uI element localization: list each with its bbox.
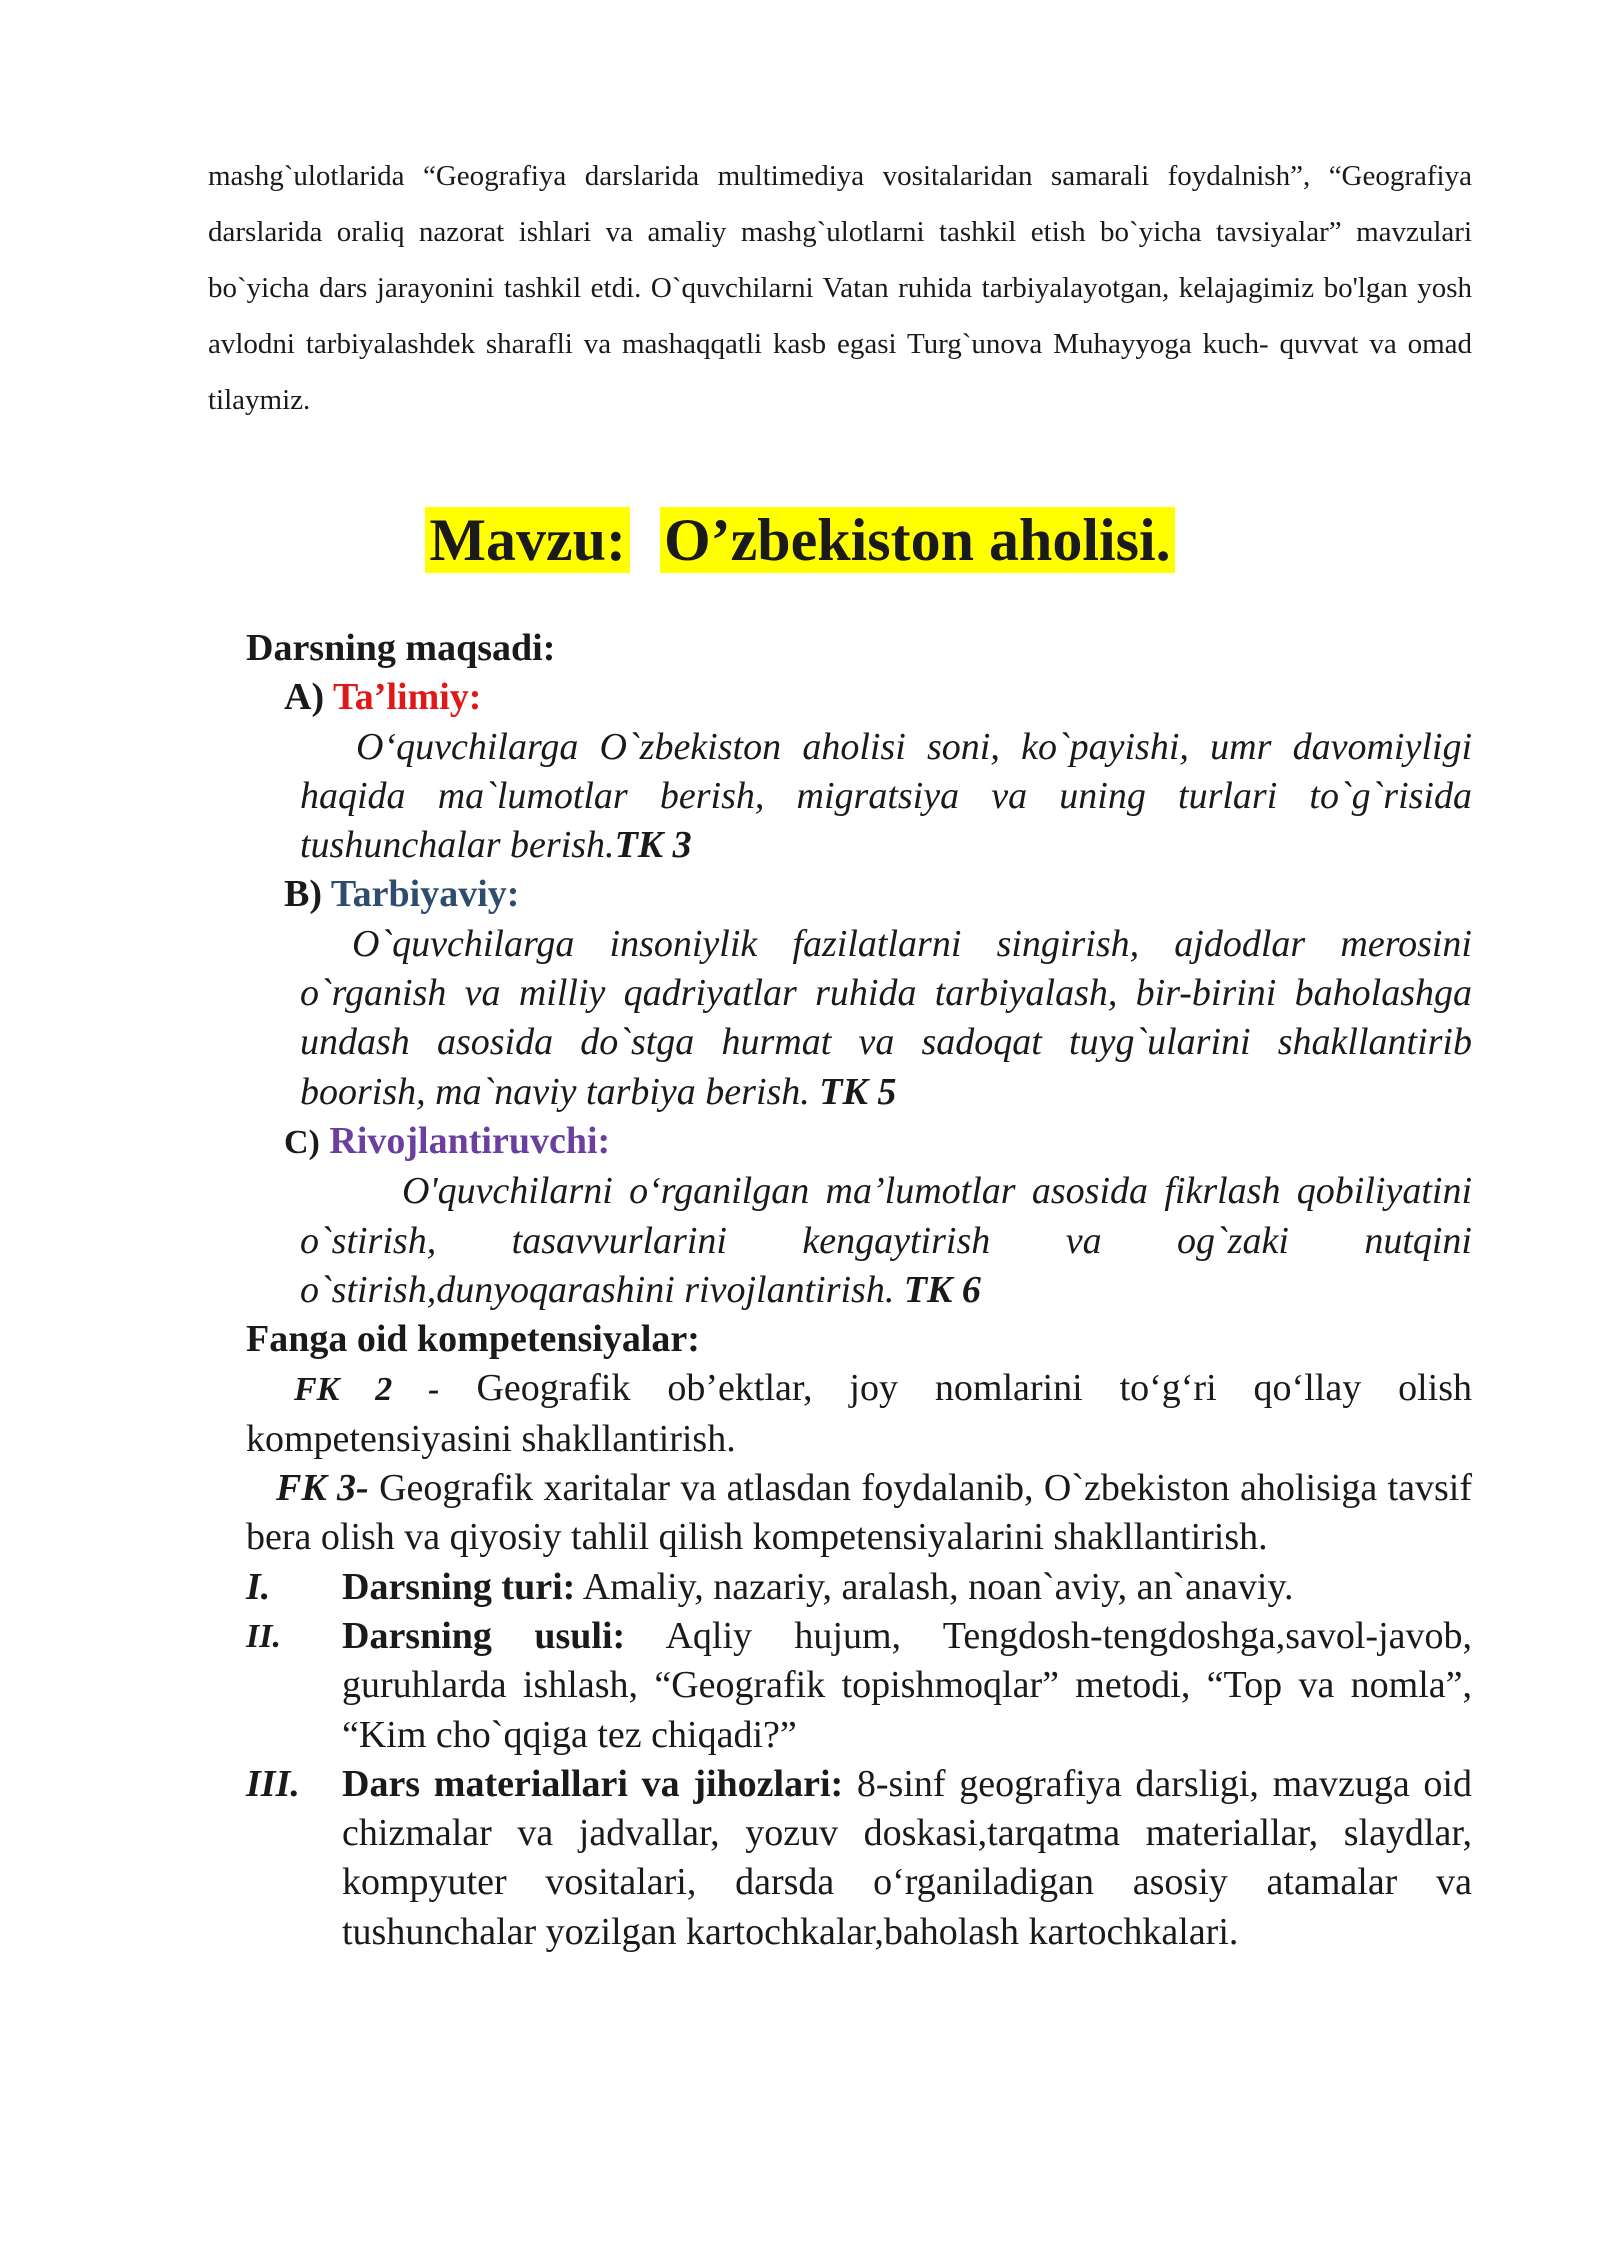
lesson-plan [246,624,1472,1957]
list-item [246,1563,1472,1612]
competency-fk2 [246,1364,1472,1464]
goal-c-text: O'quvchilarni o‘rganilgan ma’lumotlar asosida fikrlash qobiliyatini o`stirish, tasavvurlarini kengaytirish va og`zaki nutqini o`stirish,dunyoqarashini rivojlantirish. [300,1170,1472,1311]
intro-text [208,148,1472,428]
goal-a-code: TK 3 [614,824,692,867]
goal-c-body [246,1167,1472,1315]
goal-c-marker: C) [284,1123,320,1161]
list-item-number: II. [246,1617,281,1655]
goal-c-code: TK 6 [903,1268,981,1311]
list-item-number: I. [246,1565,271,1608]
list-item [246,1612,1472,1760]
list-item-label: Darsning turi: [342,1565,576,1608]
goal-b-code: TK 5 [819,1070,897,1113]
fk3-text: Geografik xaritalar va atlasdan foydalanib, O`zbekiston aholisiga tavsif bera olish va qiyosiy tahlil qilish kompetensiyalarini shakllantirish. [246,1467,1472,1559]
fk2-text: Geografik ob’ektlar, joy nomlarini to‘g‘ri qo‘llay olish kompetensiyasini shakllantirish. [246,1367,1473,1460]
goal-b-body [246,920,1472,1117]
topic-label: Mavzu: [425,507,630,573]
lesson-details-list [246,1563,1472,1957]
goals-heading: Darsning maqsadi: [246,627,556,669]
list-item-body [342,1760,1472,1957]
goal-b-marker: B) [284,873,322,916]
list-item [246,1760,1472,1957]
goal-c-label: Rivojlantiruvchi: [329,1119,611,1162]
intro-line: egasi Turg`unova Muhayyoga kuch- quvvat va omad tilaymiz. [208,328,1472,416]
list-item-label: Dars materiallari va jihozlari: [342,1762,844,1805]
goal-a-marker: A) [284,676,325,719]
list-item-body [342,1612,1472,1760]
goal-a-label: Ta’limiy: [332,676,482,719]
fk2-code: FK 2 - [294,1371,440,1409]
goal-b-header [246,870,1472,919]
goal-b-label: Tarbiyaviy: [330,873,520,916]
goal-a-header [246,673,1472,722]
topic-title: O’zbekiston aholisi. [660,507,1175,573]
intro-line: “Geografiya darslarida oraliq nazorat ishlari va amaliy mashg`ulotlarni tashkil etish bo`yicha [208,160,1472,248]
list-item-number: III. [246,1762,300,1805]
goal-a-text: O‘quvchilarga O`zbekiston aholisi soni, ko`payishi, umr davomiyligi haqida ma`lumotlar berish, migratsiya va uning turlari to`g`risida tushunchalar berish. [300,725,1472,867]
fk3-code: FK 3- [276,1467,369,1510]
list-item-text: Amaliy, nazariy, aralash, noan`aviy, an`anaviy. [582,1565,1294,1608]
goal-a-body [246,723,1472,871]
list-item-text: 8-sinf geografiya darsligi, mavzuga oid chizmalar va jadvallar, yozuv doskasi,tarqatma materiallar, slaydlar, kompyuter vositalari, darsda o‘rganiladigan asosiy atamalar va tushunchalar yozilgan kartochkalar,baholash kartochkalari. [342,1762,1472,1953]
topic-heading [0,500,1600,580]
list-item-body [342,1563,1472,1612]
competencies-heading: Fanga oid kompetensiyalar: [246,1318,700,1361]
list-item-label: Darsning usuli: [342,1614,626,1657]
goal-c-header [246,1117,1472,1167]
intro-line: tarbiyalayotgan, kelajagimiz bo'lgan yosh avlodni tarbiyalashdek sharafli va mashaqqatli kasb [208,272,1473,360]
goal-b-text: O`quvchilarga insoniylik fazilatlarni singirish, ajdodlar merosini o`rganish va milliy qadriyatlar ruhida tarbiyalash, bir-birini baholashga undash asosida do`stga hurmat va sadoqat tuyg`ularini shakllantirib boorish, ma`naviy tarbiya berish. [300,922,1472,1113]
competency-fk3 [246,1464,1472,1563]
intro-line: mashg`ulotlarida “Geografiya darslarida multimediya vositalaridan samarali foydalnish”, [208,160,1311,192]
list-item-text: Aqliy hujum, Tengdosh-tengdoshga,savol-javob, guruhlarda ishlash, “Geografik topishmoqlar” metodi, “Top va nomla”, “Kim cho`qqiga tez chiqadi?” [342,1614,1472,1756]
intro-line: tavsiyalar” mavzulari bo`yicha dars jarayonini tashkil etdi. O`quvchilarni Vatan ruhida [208,216,1473,304]
intro-paragraph [208,148,1472,428]
